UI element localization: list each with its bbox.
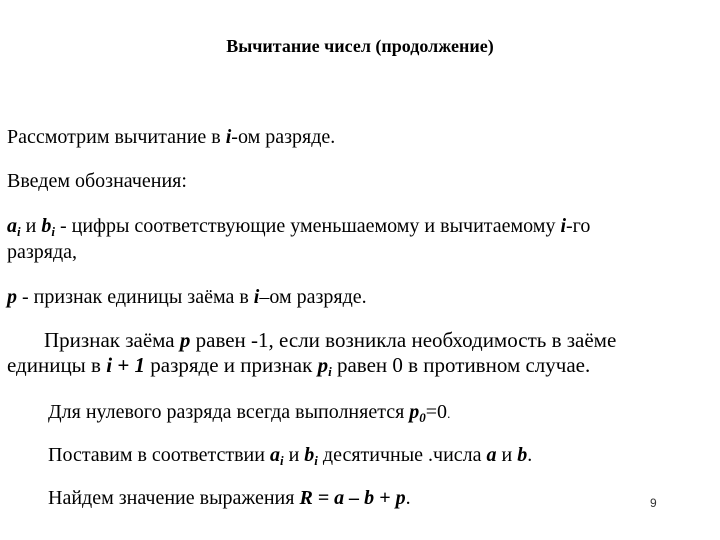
var-i: i — [560, 215, 567, 237]
line-digits-definition — [7, 214, 590, 240]
line7-end: . — [527, 444, 533, 466]
var-b: b — [517, 444, 528, 466]
slide-title: Вычитание чисел (продолжение) — [226, 36, 494, 56]
line7-and2: и — [496, 444, 518, 466]
line6-text: Для нулевого разряда всегда выполняется — [48, 401, 410, 423]
line7-text1: Поставим в соответствии — [48, 444, 270, 466]
formula-r-equals: R = a – b + p — [299, 487, 406, 509]
line6-eq: =0 — [425, 401, 448, 423]
var-i: i — [253, 286, 260, 308]
line-digits-definition-continuation: разряда, — [7, 241, 78, 263]
line-borrow-flag-rule — [44, 328, 616, 352]
var-a: a — [7, 215, 17, 237]
line3-text-end: -го — [566, 215, 591, 237]
line-zero-digit-rule — [48, 400, 450, 426]
line4-text-end: –ом разряде. — [259, 286, 367, 308]
sub-zero: 0 — [419, 410, 426, 425]
line5-text5: равен 0 в противном случае. — [331, 353, 591, 377]
line6-trail: . — [447, 406, 451, 421]
line-notation-intro: Введем обозначения: — [7, 170, 187, 192]
sub-i: i — [51, 224, 55, 239]
line7-text2: десятичные .числа — [317, 444, 487, 466]
line3-text-mid: - цифры соответствующие уменьшаемому и вычитаемому — [54, 215, 561, 237]
var-p: p — [317, 353, 329, 377]
var-p: p — [409, 401, 420, 423]
var-a: a — [269, 444, 280, 466]
var-i: i — [225, 126, 232, 148]
line5-text2: равен -1, если возникла необходимость в заёме — [190, 328, 617, 352]
line4-text-mid: - признак единицы заёма в — [17, 286, 254, 308]
line-consider-subtraction — [7, 125, 335, 149]
line8-end: . — [405, 487, 411, 509]
sub-i: i — [17, 224, 21, 239]
expr-i-plus-1: i + 1 — [106, 353, 146, 377]
sub-i: i — [279, 453, 284, 468]
var-p: p — [7, 286, 17, 308]
line1-text-after: -ом разряде. — [231, 126, 336, 148]
line5-text4: разряде и признак — [145, 353, 318, 377]
line3-and: и — [20, 215, 42, 237]
var-a: a — [486, 444, 497, 466]
var-b: b — [304, 444, 315, 466]
line7-and: и — [283, 444, 305, 466]
line5-text1: Признак заёма — [44, 328, 180, 352]
line5-text3: единицы в — [7, 353, 107, 377]
line8-text: Найдем значение выражения — [48, 487, 300, 509]
line-decimal-numbers — [48, 443, 532, 469]
page-number: 9 — [650, 496, 657, 510]
line-expression — [48, 486, 411, 510]
sub-i: i — [314, 453, 318, 468]
var-b: b — [41, 215, 52, 237]
sub-i: i — [328, 364, 332, 379]
var-p: p — [179, 328, 191, 352]
line-borrow-flag-definition — [7, 285, 367, 309]
line1-text-before: Рассмотрим вычитание в — [7, 126, 226, 148]
line-borrow-flag-rule-continuation — [7, 353, 590, 380]
